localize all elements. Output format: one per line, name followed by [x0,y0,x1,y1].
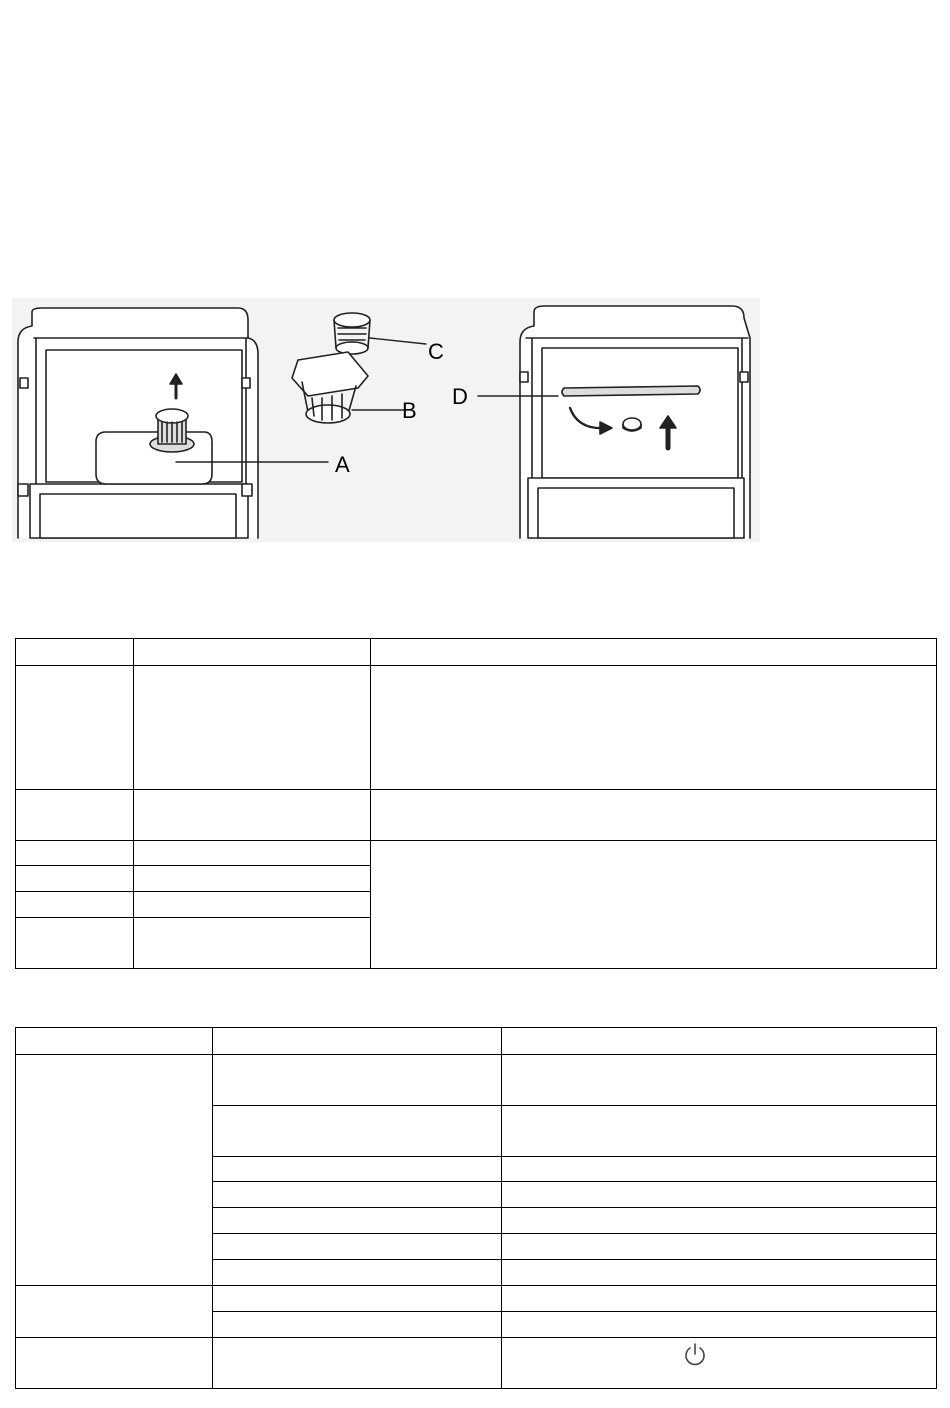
table-cell [502,1028,937,1055]
table-cell [213,1312,502,1338]
label-a: A [335,452,350,477]
label-c: C [428,339,444,364]
table-cell [213,1028,502,1055]
table-cell [213,1208,502,1234]
table-cell [16,666,134,790]
table-cell [16,918,134,969]
troubleshooting-table-1 [15,638,937,969]
table-cell [502,1157,937,1182]
table-cell [502,1260,937,1286]
table-cell [502,1106,937,1157]
table-cell [134,790,371,841]
table-cell [134,866,371,892]
table-cell [134,841,371,866]
table-cell [213,1157,502,1182]
table-cell [134,639,371,666]
table-row [16,1338,937,1389]
table-cell [16,1028,213,1055]
table-cell [502,1286,937,1312]
table-cell [371,841,937,969]
table-cell [502,1055,937,1106]
table-cell [371,790,937,841]
table-cell [134,892,371,918]
label-b: B [402,398,417,423]
table-header-row [16,1028,937,1055]
table-cell [16,1338,213,1389]
table-cell [502,1208,937,1234]
table-cell [502,1182,937,1208]
table-cell [213,1055,502,1106]
table-row [16,1286,937,1312]
troubleshooting-table-2 [15,1027,937,1389]
table-cell [371,666,937,790]
table-cell [16,866,134,892]
table-cell [213,1286,502,1312]
table-cell [213,1106,502,1157]
table-cell [213,1234,502,1260]
table-cell [16,892,134,918]
table-cell [16,1055,213,1286]
table-row [16,790,937,841]
table-cell [213,1182,502,1208]
table-cell [502,1338,937,1389]
table-cell [16,790,134,841]
table-cell [16,1286,213,1338]
table-cell [134,666,371,790]
label-d: D [452,384,468,409]
table-cell [502,1312,937,1338]
table-cell [16,841,134,866]
table-cell [213,1260,502,1286]
table-cell [213,1338,502,1389]
table-row [16,1055,937,1106]
filter-illustration [12,298,760,542]
power-icon [683,1341,707,1367]
table-row [16,841,937,866]
table-cell [16,639,134,666]
table-row [16,666,937,790]
table-header-row [16,639,937,666]
table-cell [371,639,937,666]
table-cell [502,1234,937,1260]
table-cell [134,918,371,969]
